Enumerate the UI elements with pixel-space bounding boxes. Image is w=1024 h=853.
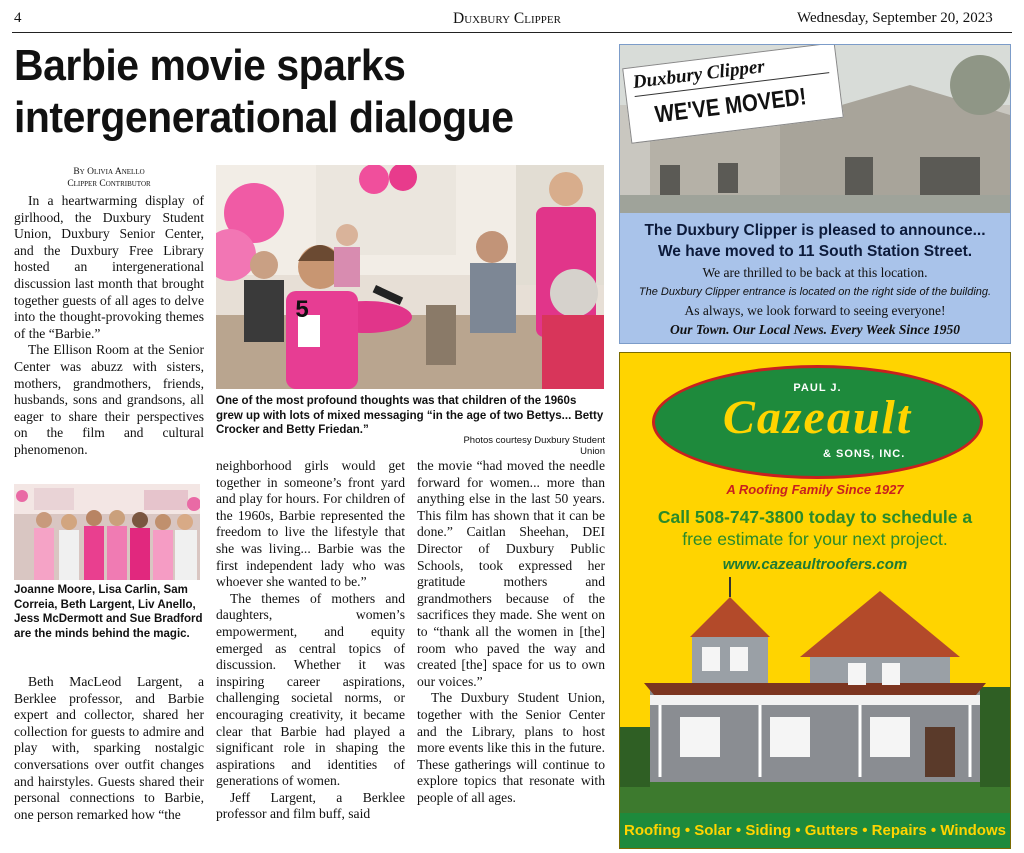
byline-role: Clipper Contributor — [67, 179, 151, 189]
ad-tagline: A Roofing Family Since 1927 — [726, 482, 904, 497]
moved-banner: WE'VE MOVED! — [653, 83, 808, 129]
page-number: 4 — [14, 10, 22, 26]
announce-line-4: The Duxbury Clipper entrance is located on the right side of the building. — [638, 286, 992, 298]
group-photo-caption: Joanne Moore, Lisa Carlin, Sam Correia, Beth Largent, Liv Anello, Jess McDermott and Sue Bradford are the minds behind the magic. — [14, 584, 203, 640]
headline-line-1: Barbie movie sparks — [14, 41, 406, 90]
header-rule — [12, 32, 1012, 33]
paragraph: the movie “had moved the needle forward for women... more than anything else in the last 50 years. This film has shown that it can be done.” Caitlan Sheehan, DEI Director of Duxbury Public Schools, took expressed her gratitude mothers and grandmothers because of the sacrifices they made. She went on to “thank all the women in [the] room who paved the way and created [the] space for us to own our voices.” — [417, 458, 605, 689]
house-illustration — [620, 577, 1010, 813]
group-photo — [14, 484, 200, 580]
ad-call-line-2: free estimate for your next project. — [682, 529, 948, 549]
paragraph: Jeff Largent, a Berklee professor and film buff, said — [216, 789, 405, 822]
announce-line-1: The Duxbury Clipper is pleased to announce... — [644, 222, 986, 239]
paragraph: neighborhood girls would get together in someone’s front yard and play for hours. For children of the 1960s, Barbie represented the freedom to live the lifestyle that she was living... Barbie was the first independent lady who was whoever she wanted to be.” — [216, 458, 405, 590]
announce-line-6: Our Town. Our Local News. Every Week Since 1950 — [669, 322, 960, 337]
announce-line-5: As always, we look forward to seeing everyone! — [684, 303, 946, 318]
main-photo — [216, 165, 604, 389]
cazeault-ad — [619, 352, 1011, 849]
ad-services-bar: Roofing • Solar • Siding • Gutters • Repairs • Windows — [620, 813, 1010, 848]
moved-notice — [619, 44, 1011, 344]
headline-line-2: intergenerational dialogue — [14, 93, 514, 142]
issue-date: Wednesday, September 20, 2023 — [797, 10, 993, 26]
column-3 — [417, 458, 605, 806]
paragraph: In a heartwarming display of girlhood, the Duxbury Student Union, Duxbury Senior Center, and the Duxbury Free Library hosted an intergenerational discussion last month that brought together guests of all ages to delve into the thought-provoking themes of the “Barbie.” — [14, 193, 204, 341]
photo-credit: Photos courtesy Duxbury Student Union — [463, 435, 605, 457]
announce-line-2: We have moved to 11 South Station Street. — [657, 243, 973, 260]
column-1-top — [14, 193, 204, 459]
announce-line-3: We are thrilled to be back at this location. — [702, 265, 928, 280]
column-2 — [216, 458, 405, 823]
brand-oval — [652, 365, 983, 479]
byline — [14, 166, 204, 190]
headline — [14, 40, 563, 144]
paragraph: The Duxbury Student Union, together with the Senior Center and the Library, plans to host more events like this in the future. These gatherings will continue to explore topics that resonate with people of all ages. — [417, 690, 605, 805]
ad-call — [620, 506, 1010, 550]
paragraph: Beth MacLeod Largent, a Berklee professor, and Barbie expert and collector, shared her collection for guests to admire and play with, sparking nostalgic conversations over outfit changes and hairstyles. Guests shared their personal connections to Barbie, one person remarked how “the — [14, 674, 204, 822]
ad-brand: Cazeault — [722, 391, 913, 444]
building-photo — [620, 45, 1010, 213]
ad-website[interactable]: www.cazeaultroofers.com — [722, 556, 908, 573]
paragraph: The themes of mothers and daughters, women’s empowerment, and equity emerged as central topics of discussion. Whether it was inspiring career aspirations, challenging societal norms, or encouraging creativity, it became clear that Barbie had played a significant role in shaping the aspirations and identities of generations of women. — [216, 590, 405, 789]
column-1-bottom — [14, 674, 204, 823]
main-photo-caption — [216, 394, 606, 438]
shirt-number: 5 — [295, 296, 309, 323]
main-caption-text: One of the most profound thoughts was that children of the 1960s grew up with lots of mixed messaging “in the age of two Bettys... Betty Crocker and Betty Friedan.” — [216, 395, 604, 436]
ad-call-line-1: Call 508-747-3800 today to schedule a — [657, 507, 973, 527]
masthead-title: Duxbury Clipper — [631, 56, 766, 94]
ad-suffix: & SONS, INC. — [823, 448, 906, 460]
paragraph: The Ellison Room at the Senior Center was abuzz with sisters, mothers, grandmothers, friends, husbands, sons and grandsons, all eager to share their perspectives on the film and cultural phenomenon. — [14, 342, 204, 457]
ad-owner: PAUL J. — [793, 382, 842, 394]
byline-author: By Olivia Anello — [73, 167, 145, 177]
paper-name: Duxbury Clipper — [453, 10, 561, 27]
